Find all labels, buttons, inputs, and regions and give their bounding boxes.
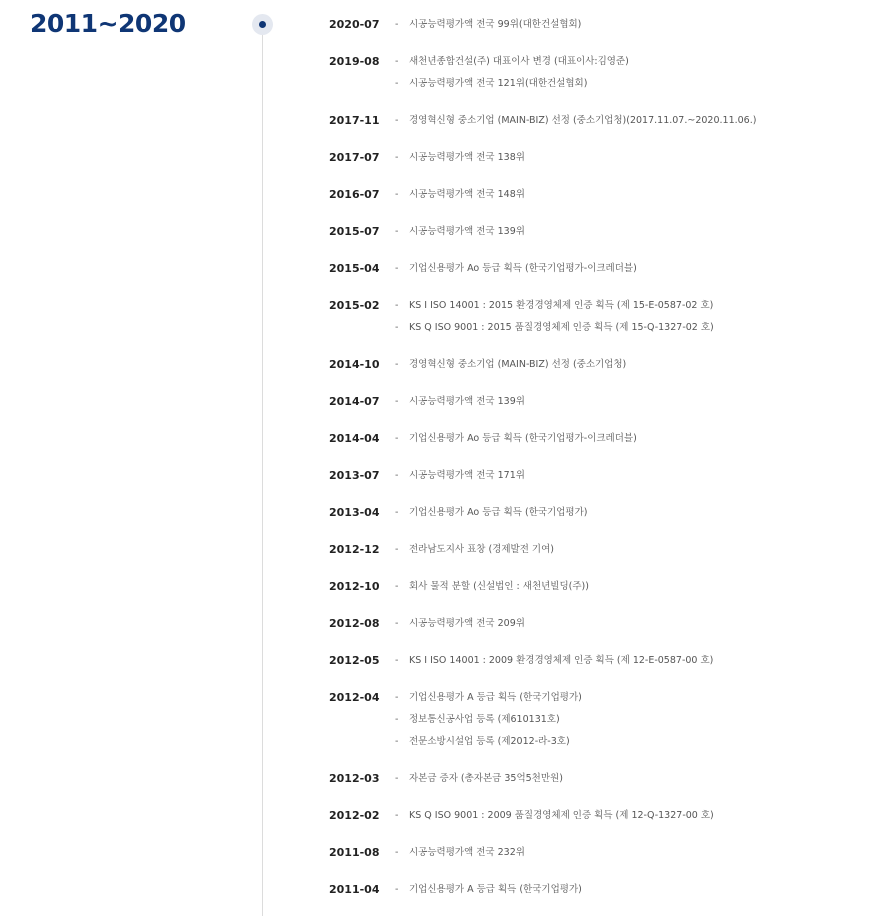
history-event	[395, 576, 589, 598]
history-event	[395, 354, 626, 376]
history-events	[395, 51, 629, 95]
history-events	[395, 354, 626, 376]
history-row	[329, 650, 859, 672]
history-row	[329, 221, 859, 243]
timeline-dot-icon	[252, 14, 273, 35]
history-events	[395, 502, 587, 524]
history-events	[395, 14, 581, 36]
history-event	[395, 768, 563, 790]
history-date: 2012-12	[329, 543, 380, 556]
history-events	[395, 258, 637, 280]
history-row	[329, 258, 859, 280]
dash-bullet-icon: -	[395, 507, 399, 518]
dash-bullet-icon: -	[395, 300, 399, 311]
dash-bullet-icon: -	[395, 618, 399, 629]
history-date: 2015-02	[329, 299, 380, 312]
history-event-text: 기업신용평가 Ao 등급 획득 (한국기업평가-이크레더블)	[409, 433, 637, 444]
history-events	[395, 428, 637, 450]
history-event	[395, 51, 629, 73]
history-date: 2013-04	[329, 506, 380, 519]
history-row	[329, 184, 859, 206]
history-row	[329, 354, 859, 376]
history-row	[329, 502, 859, 524]
history-events	[395, 391, 525, 413]
history-date: 2015-07	[329, 225, 380, 238]
history-row	[329, 687, 859, 753]
history-event-text: 경영혁신형 중소기업 (MAIN-BIZ) 선정 (중소기업청)	[409, 359, 627, 370]
history-events	[395, 879, 582, 901]
history-events	[395, 295, 714, 339]
history-event	[395, 465, 525, 487]
history-date: 2011-04	[329, 883, 380, 896]
history-event-text: 기업신용평가 Ao 등급 획득 (한국기업평가)	[409, 507, 588, 518]
history-list	[329, 14, 859, 916]
history-event-text: KS Q ISO 9001 : 2009 품질경영체제 인증 획득 (제 12-Q-1327-00 호)	[409, 810, 714, 821]
dash-bullet-icon: -	[395, 773, 399, 784]
history-event-text: KS I ISO 14001 : 2009 환경경영체제 인증 획득 (제 12-E-0587-00 호)	[409, 655, 714, 666]
history-row	[329, 465, 859, 487]
history-events	[395, 768, 563, 790]
history-row	[329, 14, 859, 36]
history-event	[395, 295, 714, 317]
dash-bullet-icon: -	[395, 263, 399, 274]
history-events	[395, 805, 714, 827]
history-event	[395, 14, 581, 36]
history-event-text: 시공능력평가액 전국 139위	[409, 396, 525, 407]
history-event-text: 전문소방시설업 등록 (제2012-라-3호)	[409, 736, 570, 747]
history-row	[329, 613, 859, 635]
history-row	[329, 842, 859, 864]
history-date: 2016-07	[329, 188, 380, 201]
history-row	[329, 879, 859, 901]
history-date: 2014-07	[329, 395, 380, 408]
history-events	[395, 842, 525, 864]
history-event	[395, 184, 525, 206]
dash-bullet-icon: -	[395, 396, 399, 407]
history-event-text: 기업신용평가 A 등급 획득 (한국기업평가)	[409, 884, 582, 895]
history-date: 2012-02	[329, 809, 380, 822]
history-event	[395, 502, 587, 524]
history-event-text: 시공능력평가액 전국 148위	[409, 189, 525, 200]
history-event-text: 정보통신공사업 등록 (제610131호)	[409, 714, 560, 725]
history-event-text: KS I ISO 14001 : 2015 환경경영체제 인증 획득 (제 15-E-0587-02 호)	[409, 300, 714, 311]
history-date: 2013-07	[329, 469, 380, 482]
history-event	[395, 731, 582, 753]
dash-bullet-icon: -	[395, 692, 399, 703]
history-date: 2012-08	[329, 617, 380, 630]
dash-bullet-icon: -	[395, 322, 399, 333]
history-events	[395, 613, 525, 635]
history-date: 2017-07	[329, 151, 380, 164]
history-event-text: 경영혁신형 중소기업 (MAIN-BIZ) 선정 (중소기업청)(2017.11.07.~2020.11.06.)	[409, 115, 757, 126]
history-event	[395, 879, 582, 901]
history-events	[395, 687, 582, 753]
dash-bullet-icon: -	[395, 115, 399, 126]
dash-bullet-icon: -	[395, 655, 399, 666]
dash-bullet-icon: -	[395, 736, 399, 747]
history-event	[395, 317, 714, 339]
history-event	[395, 221, 525, 243]
dash-bullet-icon: -	[395, 226, 399, 237]
dash-bullet-icon: -	[395, 884, 399, 895]
history-event-text: 기업신용평가 Ao 등급 획득 (한국기업평가-이크레더블)	[409, 263, 637, 274]
history-events	[395, 147, 525, 169]
history-event	[395, 650, 713, 672]
dash-bullet-icon: -	[395, 714, 399, 725]
history-row	[329, 295, 859, 339]
history-row	[329, 428, 859, 450]
history-events	[395, 221, 525, 243]
history-event-text: 회사 물적 분할 (신설법인 : 새천년빌딩(주))	[409, 581, 589, 592]
history-events	[395, 110, 756, 132]
history-event	[395, 709, 582, 731]
dash-bullet-icon: -	[395, 78, 399, 89]
timeline-line	[262, 26, 263, 916]
dash-bullet-icon: -	[395, 152, 399, 163]
dash-bullet-icon: -	[395, 19, 399, 30]
history-date: 2014-04	[329, 432, 380, 445]
history-date: 2012-05	[329, 654, 380, 667]
dash-bullet-icon: -	[395, 847, 399, 858]
history-date: 2020-07	[329, 18, 380, 31]
dash-bullet-icon: -	[395, 433, 399, 444]
history-date: 2017-11	[329, 114, 380, 127]
period-title: 2011~2020	[30, 9, 186, 38]
history-event-text: 시공능력평가액 전국 209위	[409, 618, 525, 629]
dash-bullet-icon: -	[395, 544, 399, 555]
history-row	[329, 539, 859, 561]
history-event	[395, 842, 525, 864]
history-row	[329, 51, 859, 95]
history-events	[395, 576, 589, 598]
history-event-text: KS Q ISO 9001 : 2015 품질경영체제 인증 획득 (제 15-Q-1327-02 호)	[409, 322, 714, 333]
history-event	[395, 391, 525, 413]
history-row	[329, 576, 859, 598]
history-event	[395, 147, 525, 169]
history-event-text: 시공능력평가액 전국 171위	[409, 470, 525, 481]
dash-bullet-icon: -	[395, 189, 399, 200]
history-event	[395, 258, 637, 280]
history-event-text: 시공능력평가액 전국 138위	[409, 152, 525, 163]
history-event	[395, 805, 714, 827]
history-row	[329, 805, 859, 827]
history-date: 2014-10	[329, 358, 380, 371]
dash-bullet-icon: -	[395, 359, 399, 370]
dash-bullet-icon: -	[395, 56, 399, 67]
history-event-text: 시공능력평가액 전국 139위	[409, 226, 525, 237]
history-date: 2012-04	[329, 691, 380, 704]
history-event-text: 새천년종합건설(주) 대표이사 변경 (대표이사:김영준)	[409, 56, 629, 67]
history-event	[395, 539, 554, 561]
history-events	[395, 465, 525, 487]
history-event-text: 시공능력평가액 전국 232위	[409, 847, 525, 858]
history-row	[329, 147, 859, 169]
history-event	[395, 428, 637, 450]
dash-bullet-icon: -	[395, 470, 399, 481]
history-date: 2012-03	[329, 772, 380, 785]
history-event-text: 전라남도지사 표창 (경제발전 기여)	[409, 544, 554, 555]
history-date: 2019-08	[329, 55, 380, 68]
dash-bullet-icon: -	[395, 810, 399, 821]
history-date: 2011-08	[329, 846, 380, 859]
history-date: 2012-10	[329, 580, 380, 593]
history-event-text: 시공능력평가액 전국 99위(대한건설협회)	[409, 19, 582, 30]
history-event-text: 자본금 증자 (총자본금 35억5천만원)	[409, 773, 563, 784]
history-events	[395, 539, 554, 561]
history-row	[329, 110, 859, 132]
history-date: 2015-04	[329, 262, 380, 275]
history-events	[395, 650, 713, 672]
history-event	[395, 613, 525, 635]
history-event-text: 기업신용평가 A 등급 획득 (한국기업평가)	[409, 692, 582, 703]
history-row	[329, 391, 859, 413]
history-event	[395, 687, 582, 709]
history-event-text: 시공능력평가액 전국 121위(대한건설협회)	[409, 78, 588, 89]
history-event	[395, 110, 756, 132]
dash-bullet-icon: -	[395, 581, 399, 592]
history-events	[395, 184, 525, 206]
history-event	[395, 73, 629, 95]
history-row	[329, 768, 859, 790]
